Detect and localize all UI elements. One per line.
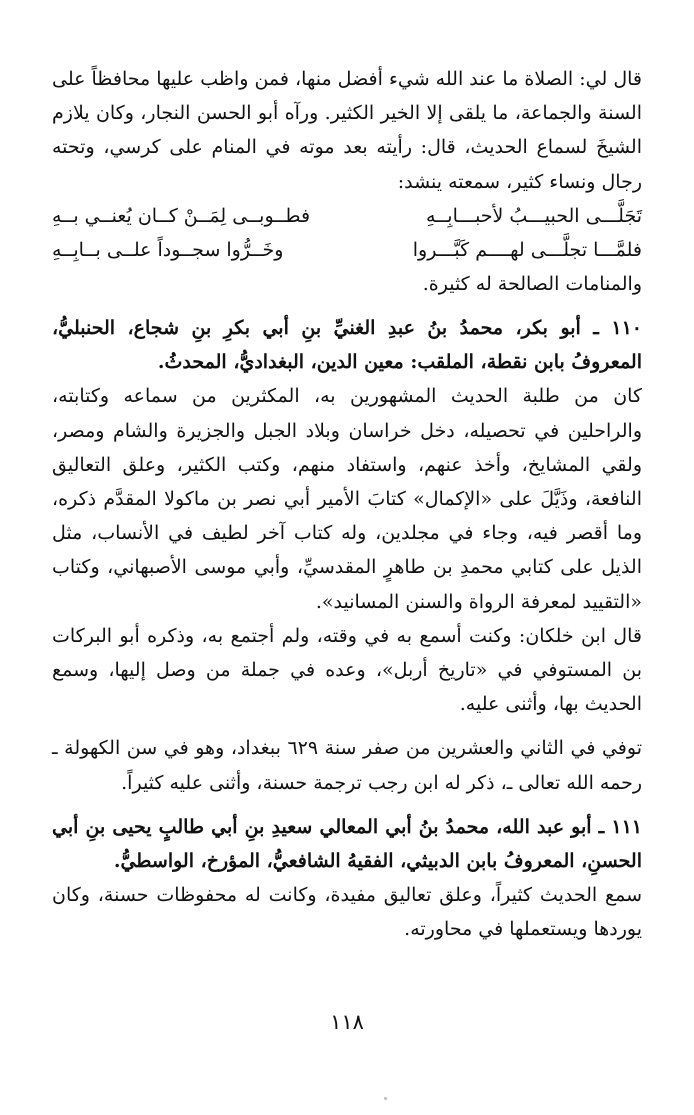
entry-111-heading: ١١١ ـ أبو عبد الله، محمدُ بنُ أبي المعالي سعيدِ بنِ أبي طالبٍ يحيى بنِ أبي الحسنِ، المعروفُ بابن الدبيثي، الفقيهُ الشافعيُّ، المؤرخ، الواسطيُّ. [52, 815, 642, 873]
page-number: ١١٨ [330, 1010, 364, 1034]
entry-111-body: سمع الحديث كثيراً، وعلق تعاليق مفيدة، وكانت له محفوظات حسنة، وكان يوردها ويستعملها في محاورته. [52, 884, 642, 941]
poem-second-hemistich: وخَــرُّوا سجــوداً علــى بــابِــهِ [52, 238, 284, 261]
poem [52, 199, 642, 267]
paragraph-dream-story: قال لي: الصلاة ما عند الله شيء أفضل منها، فمن واظب عليها محافظاً على السنة والجماعة، ما يلقى إلا الخير الكثير. ورآه أبو الحسن النجار، وكان يلازم الشيخَ لسماع الحديث، قال: رأيته بعد موته في المنام على كرسي، وتحته رجال ونساء كثير، سمعته ينشد: [52, 68, 642, 193]
poem-verse [52, 233, 642, 267]
poem-verse [52, 199, 642, 233]
entry-110-heading: ١١٠ ـ أبو بكر، محمدُ بنُ عبدِ الغنيِّ بنِ أبي بكرِ بنِ شجاع، الحنبليُّ، المعروفُ بابن نقطة، الملقب: معين الدين، البغداديُّ، المحدثُ. [52, 317, 642, 374]
paragraph-dreams-note: والمنامات الصالحة له كثيرة. [422, 272, 642, 295]
entry-110-death: توفي في الثاني والعشرين من صفر سنة ٦٢٩ ببغداد، وهو في سن الكهولة ـ رحمه الله تعالى ـ، ذكر له ابن رجب ترجمة حسنة، وأثنى عليه كثيراً. [52, 737, 642, 794]
scan-speck [384, 1097, 387, 1100]
poem-second-hemistich: فطــوبــى لِمَــنْ كــان يُعنــي بــهِ [52, 204, 311, 227]
poem-first-hemistich: تَجَلَّـــى الحبيـــبُ لأحبـــابِــهِ [425, 204, 642, 227]
page-text [52, 62, 642, 947]
entry-110-ibn-khallikan: قال ابن خلكان: وكنت أسمع به في وقته، ولم أجتمع به، وذكره أبو البركات بن المستوفي في «تاريخ أربل»، وعده في جملة من وصل إليها، وسمع الحديث بها، وأثنى عليه. [52, 624, 642, 716]
poem-first-hemistich: فلمَّـــا تجلَّـــى لهــــم كَبَّـــروا [412, 238, 642, 261]
entry-110-body: كان من طلبة الحديث المشهورين به، المكثرين من سماعه وكتابته، والراحلين في تحصيله، دخل خراسان وبلاد الجبل والجزيرة والشام ومصر، ولقي المشايخ، وأخذ عنهم، واستفاد منهم، وكتب الكثير، وعلق التعاليق النافعة، وذَيَّلَ على «الإكمال» كتابَ الأمير أبي نصر بن ماكولا المقدَّم ذكره، وما أقصر فيه، وجاء في مجلدين، وله كتاب آخر لطيف في الأنساب، مثل الذيل على كتابي محمدِ بن طاهرٍ المقدسيِّ، وأبي موسى الأصبهاني، وكتاب «التقييد لمعرفة الرواة والسنن المسانيد». [52, 385, 642, 613]
